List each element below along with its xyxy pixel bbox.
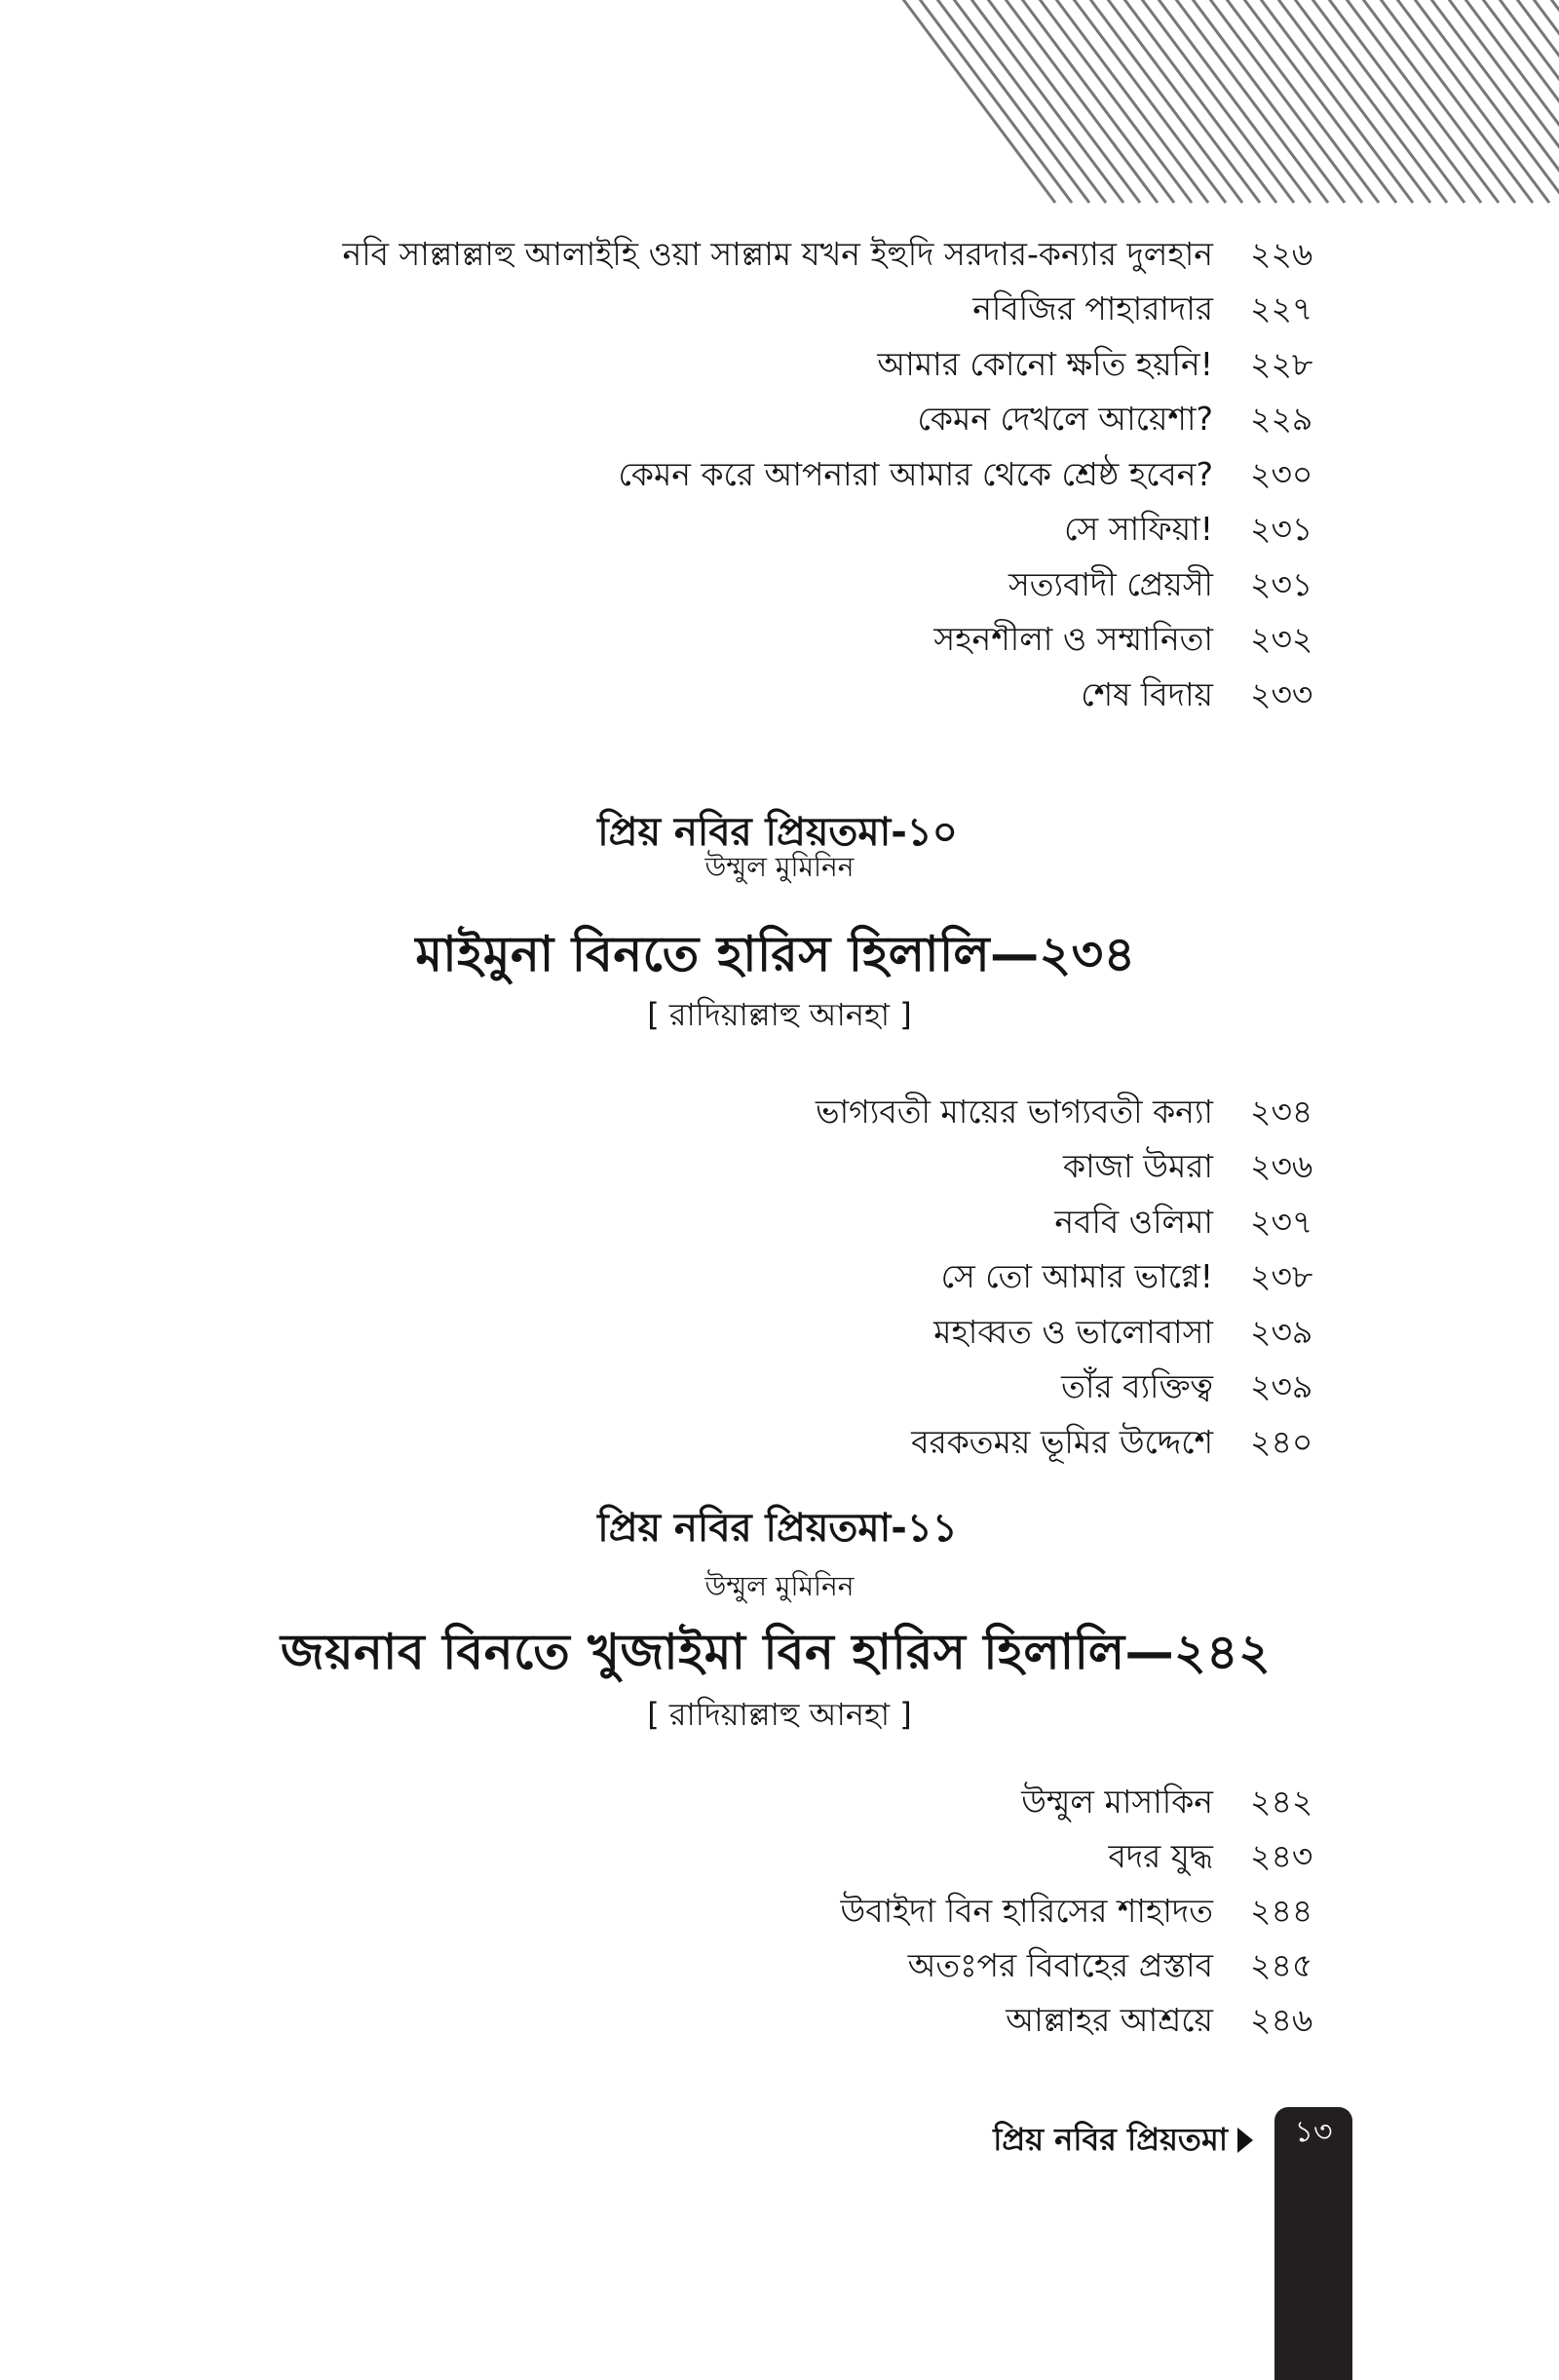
toc-entry-title: ভাগ্যবতী মায়ের ভাগ্যবতী কন্যা (816, 1093, 1213, 1131)
toc-entry[interactable] (0, 1778, 1559, 1826)
toc-entry[interactable] (0, 1941, 1559, 1990)
section-honorific: [ রাদিয়াল্লাহু আনহা ] (647, 996, 912, 1033)
toc-entry-title: তাঁর ব্যক্তিত্ব (1061, 1367, 1213, 1405)
toc-entry-page: ২৩১ (1250, 565, 1313, 603)
toc-entry[interactable] (0, 1363, 1559, 1411)
toc-entry-title: সহনশীলা ও সম্মানিতা (933, 620, 1213, 658)
toc-entry[interactable] (0, 615, 1559, 664)
toc-entry-title: মহাব্বত ও ভালোবাসা (933, 1313, 1213, 1351)
toc-entry-page: ২২৯ (1250, 400, 1313, 438)
toc-entry[interactable] (0, 1142, 1559, 1191)
section-name[interactable]: মাইমুনা বিনতে হারিস হিলালি—২৩৪ (415, 926, 1136, 982)
toc-entry-page: ২৩৭ (1250, 1203, 1313, 1241)
diagonal-stripes-decoration (0, 0, 1559, 210)
toc-entry-page: ২২৬ (1250, 235, 1313, 273)
toc-entry-page: ২৪৬ (1250, 2001, 1313, 2039)
toc-entry-title: শেষ বিদায় (1081, 675, 1213, 713)
toc-entry-page: ২৪২ (1250, 1783, 1313, 1821)
section-subtitle: উম্মুল মুমিনিন (704, 1570, 855, 1602)
series-title: প্রিয় নবির প্রিয়তমা-১১ (597, 1506, 958, 1551)
toc-entry[interactable] (0, 1832, 1559, 1881)
toc-entry-title: উবাইদা বিন হারিসের শাহাদত (840, 1892, 1213, 1930)
page-number-tab (1274, 2107, 1352, 2380)
toc-entry-page: ২৩৯ (1250, 1367, 1313, 1405)
toc-entry-title: কেমন করে আপনারা আমার থেকে শ্রেষ্ঠ হবেন? (618, 455, 1213, 493)
toc-entry-page: ২৪৪ (1250, 1892, 1313, 1930)
toc-entry[interactable] (0, 230, 1559, 279)
toc-entry[interactable] (0, 1887, 1559, 1936)
toc-entry-page: ২৩১ (1250, 510, 1313, 548)
toc-entry[interactable] (0, 1418, 1559, 1467)
toc-entry[interactable] (0, 505, 1559, 554)
toc-entry-page: ২৪৩ (1250, 1837, 1313, 1875)
toc-entry[interactable] (0, 1308, 1559, 1357)
series-title: প্রিয় নবির প্রিয়তমা-১০ (597, 810, 958, 855)
toc-entry-page: ২৩৪ (1250, 1093, 1313, 1131)
toc-entry-title: আমার কোনো ক্ষতি হয়নি! (877, 345, 1213, 383)
toc-entry[interactable] (0, 560, 1559, 609)
toc-entry-title: বদর যুদ্ধ (1108, 1837, 1213, 1875)
toc-entry-title: উম্মুল মাসাকিন (1021, 1783, 1213, 1821)
toc-entry-title: সে তো আমার ভাগ্নে! (940, 1257, 1213, 1295)
right-triangle-icon (1237, 2128, 1253, 2153)
toc-entry[interactable] (0, 1252, 1559, 1301)
toc-entry[interactable] (0, 671, 1559, 719)
toc-entry-title: নবি সাল্লাল্লাহু আলাইহি ওয়া সাল্লাম যখন ইহুদি সরদার-কন্যার দুলহান (342, 235, 1213, 273)
toc-entry-page: ২২৮ (1250, 345, 1313, 383)
toc-entry-title: সে সাফিয়া! (1064, 510, 1213, 548)
toc-entry-title: আল্লাহর আশ্রয়ে (1006, 2001, 1213, 2039)
toc-entry[interactable] (0, 1996, 1559, 2045)
toc-entry-title: কাজা উমরা (1063, 1147, 1213, 1185)
toc-entry-page: ২৩৮ (1250, 1257, 1313, 1295)
page-number: ১৩ (1294, 2115, 1333, 2149)
section-subtitle: উম্মুল মুমিনিন (704, 851, 855, 883)
toc-entry-title: নবিজির পাহারাদার (972, 289, 1213, 327)
toc-entry-page: ২২৭ (1250, 289, 1313, 327)
toc-entry-page: ২৩৬ (1250, 1147, 1313, 1185)
toc-entry-title: বরকতময় ভূমির উদ্দেশে (911, 1423, 1213, 1461)
running-footer-title: প্রিয় নবির প্রিয়তমা (993, 2121, 1228, 2158)
section-honorific: [ রাদিয়াল্লাহু আনহা ] (647, 1696, 912, 1733)
toc-entry[interactable] (0, 340, 1559, 389)
toc-entry[interactable] (0, 395, 1559, 443)
toc-entry[interactable] (0, 1088, 1559, 1136)
toc-entry-page: ২৪০ (1250, 1423, 1313, 1461)
toc-entry[interactable] (0, 450, 1559, 499)
toc-entry-page: ২৩৩ (1250, 675, 1313, 713)
toc-entry-title: সত্যবাদী প্রেয়সী (1008, 565, 1213, 603)
toc-entry-title: নববি ওলিমা (1054, 1203, 1213, 1241)
toc-entry-title: কেমন দেখলে আয়েশা? (917, 400, 1213, 438)
toc-entry[interactable] (0, 285, 1559, 333)
toc-entry-title: অতঃপর বিবাহের প্রস্তাব (907, 1946, 1213, 1984)
toc-entry-page: ২৩২ (1250, 620, 1313, 658)
toc-entry-page: ২৪৫ (1250, 1946, 1313, 1984)
toc-entry-page: ২৩০ (1250, 455, 1313, 493)
toc-entry[interactable] (0, 1198, 1559, 1247)
section-name[interactable]: জয়নাব বিনতে খুজাইমা বিন হারিস হিলালি—২৪২ (280, 1624, 1272, 1680)
toc-entry-page: ২৩৯ (1250, 1313, 1313, 1351)
